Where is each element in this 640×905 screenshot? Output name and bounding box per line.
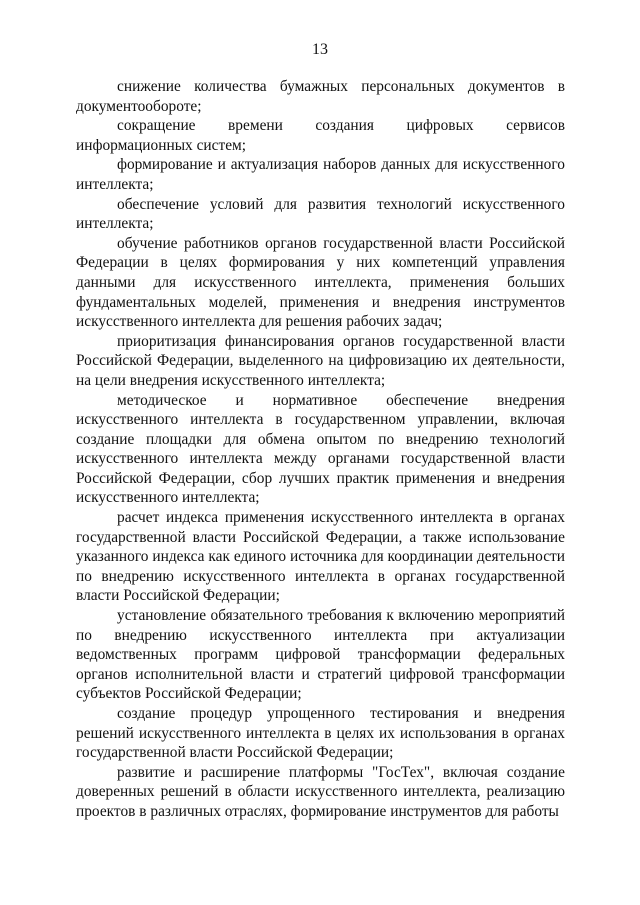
paragraph-reduce-service-creation-time: сокращение времени создания цифровых сервисов информационных систем;: [76, 117, 565, 154]
paragraph-ai-datasets: формирование и актуализация наборов данных для искусственного интеллекта;: [76, 156, 565, 193]
paragraph-staff-training: обучение работников органов государственной власти Российской Федерации в целях формирования у них компетенций управления данными для искусственного интеллекта, применения больших фундаментальных моделей, применения и внедрения инструментов искусственного интеллекта для решения рабочих задач;: [76, 234, 565, 331]
paragraph-methodological-support: методическое и нормативное обеспечение внедрения искусственного интеллекта в государственном управлении, включая создание площадки для обмена опытом по внедрению технологий искусственного интеллекта между органами государственной власти Российской Федерации, сбор лучших практик применения и внедрения искусственного интеллекта;: [76, 391, 565, 507]
paragraph-ai-index: расчет индекса применения искусственного интеллекта в органах государственной власти Российской Федерации, а также использование указанного индекса как единого источника для координации деятельности по внедрению искусственного интеллекта в органах государственной власти Российской Федерации;: [76, 509, 565, 605]
paragraph-simplified-testing: создание процедур упрощенного тестирования и внедрения решений искусственного интеллекта в целях их использования в органах государственной власти Российской Федерации;: [76, 705, 565, 762]
paragraph-reduce-paper-documents: снижение количества бумажных персональных документов в документообороте;: [76, 78, 565, 115]
paragraph-gostekh-platform: развитие и расширение платформы "ГосТех", включая создание доверенных решений в области искусственного интеллекта, реализацию проектов в различных отраслях, формирование инструментов для работы: [76, 763, 565, 820]
paragraph-mandatory-requirement: установление обязательного требования к включению мероприятий по внедрению искусственного интеллекта при актуализации ведомственных программ цифровой трансформации федеральных органов исполнительной власти и стратегий цифровой трансформации субъектов Российской Федерации;: [76, 607, 565, 703]
document-body: [76, 77, 565, 822]
page-number: 13: [312, 41, 328, 58]
paragraph-funding-prioritization: приоритизация финансирования органов государственной власти Российской Федерации, выделенного на цифровизацию их деятельности, на цели внедрения искусственного интеллекта;: [76, 332, 565, 389]
paragraph-ai-development-conditions: обеспечение условий для развития технологий искусственного интеллекта;: [76, 195, 565, 233]
